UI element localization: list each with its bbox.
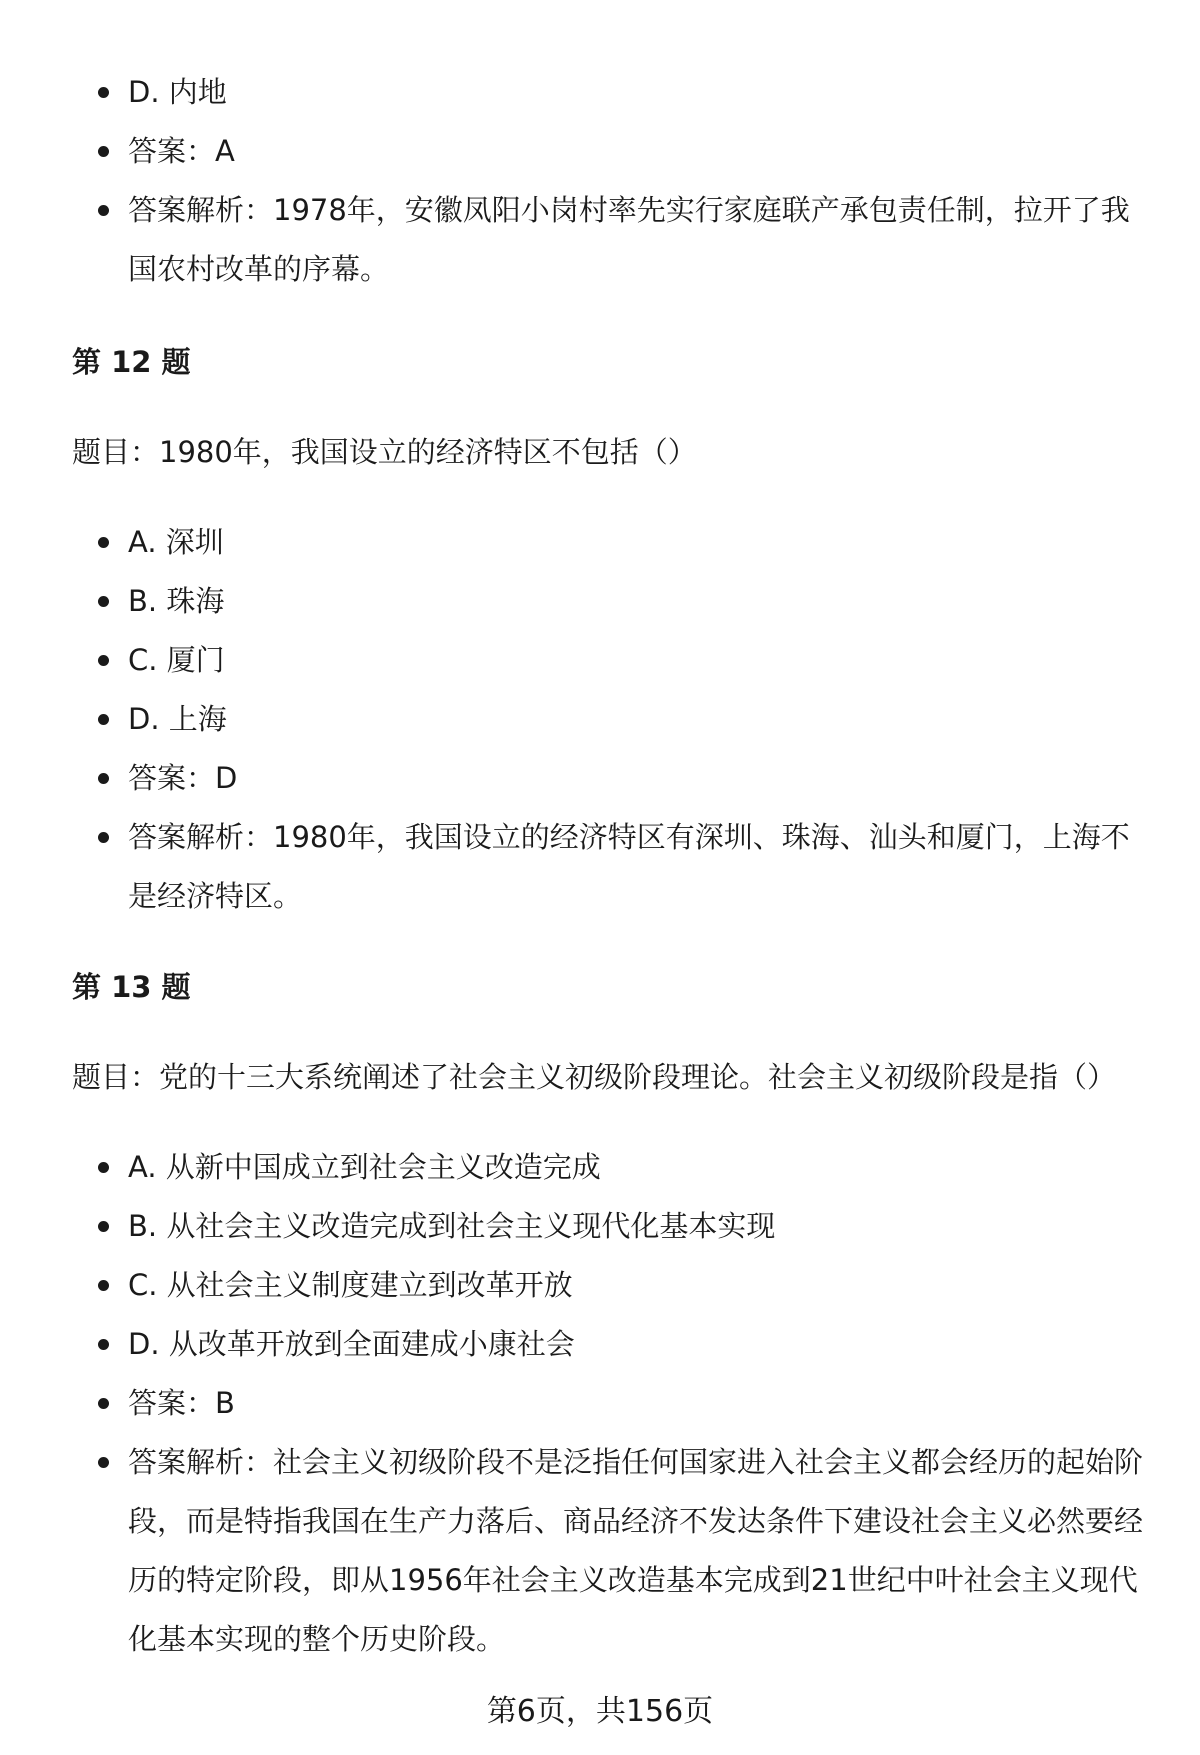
bullet-icon [98, 1221, 109, 1232]
answer-text: 答案：B [128, 1386, 235, 1420]
q11-tail-list [0, 63, 1200, 299]
question-12-options [0, 513, 1200, 926]
option-d-text: D. 内地 [128, 75, 227, 109]
question-12-stem: 题目：1980年，我国设立的经济特区不包括（） [72, 435, 697, 469]
explanation-text: 答案解析：社会主义初级阶段不是泛指任何国家进入社会主义都会经历的起始阶段，而是特指我国在生产力落后、商品经济不发达条件下建设社会主义必然要经历的特定阶段，即从1956年社会主义改造基本完成到21世纪中叶社会主义现代化基本实现的整个历史阶段。 [128, 1445, 1144, 1656]
option-d-text: D. 上海 [128, 702, 227, 736]
answer-text: 答案：D [128, 761, 238, 795]
explanation-text: 答案解析：1978年，安徽凤阳小岗村率先实行家庭联产承包责任制，拉开了我国农村改革的序幕。 [128, 193, 1130, 286]
option-a-text: A. 从新中国成立到社会主义改造完成 [128, 1150, 601, 1184]
list-item [0, 1197, 1200, 1256]
list-item [0, 1374, 1200, 1433]
bullet-icon [98, 1457, 109, 1468]
bullet-icon [98, 537, 109, 548]
question-12-heading: 第 12 题 [72, 345, 191, 379]
question-13-stem: 题目：党的十三大系统阐述了社会主义初级阶段理论。社会主义初级阶段是指（） [72, 1060, 1117, 1094]
bullet-icon [98, 205, 109, 216]
list-item [0, 690, 1200, 749]
bullet-icon [98, 1398, 109, 1409]
option-a-text: A. 深圳 [128, 525, 224, 559]
bullet-icon [98, 87, 109, 98]
page-number-footer: 第6页，共156页 [486, 1694, 714, 1729]
list-item [0, 749, 1200, 808]
bullet-icon [98, 655, 109, 666]
bullet-icon [98, 1280, 109, 1291]
list-item [0, 1256, 1200, 1315]
bullet-icon [98, 714, 109, 725]
list-item [0, 572, 1200, 631]
question-13-options [0, 1138, 1200, 1669]
list-item [0, 122, 1200, 181]
bullet-icon [98, 832, 109, 843]
option-c-text: C. 厦门 [128, 643, 225, 677]
answer-text: 答案：A [128, 134, 235, 168]
question-13-heading: 第 13 题 [72, 970, 191, 1004]
option-b-text: B. 从社会主义改造完成到社会主义现代化基本实现 [128, 1209, 776, 1243]
list-item [0, 181, 1200, 299]
list-item [0, 1433, 1200, 1669]
list-item [0, 1315, 1200, 1374]
bullet-icon [98, 146, 109, 157]
option-c-text: C. 从社会主义制度建立到改革开放 [128, 1268, 573, 1302]
list-item [0, 63, 1200, 122]
bullet-icon [98, 1162, 109, 1173]
list-item [0, 1138, 1200, 1197]
list-item [0, 513, 1200, 572]
bullet-icon [98, 773, 109, 784]
list-item [0, 631, 1200, 690]
list-item [0, 808, 1200, 926]
explanation-text: 答案解析：1980年，我国设立的经济特区有深圳、珠海、汕头和厦门，上海不是经济特区。 [128, 820, 1130, 913]
bullet-icon [98, 596, 109, 607]
bullet-icon [98, 1339, 109, 1350]
option-b-text: B. 珠海 [128, 584, 225, 618]
option-d-text: D. 从改革开放到全面建成小康社会 [128, 1327, 575, 1361]
